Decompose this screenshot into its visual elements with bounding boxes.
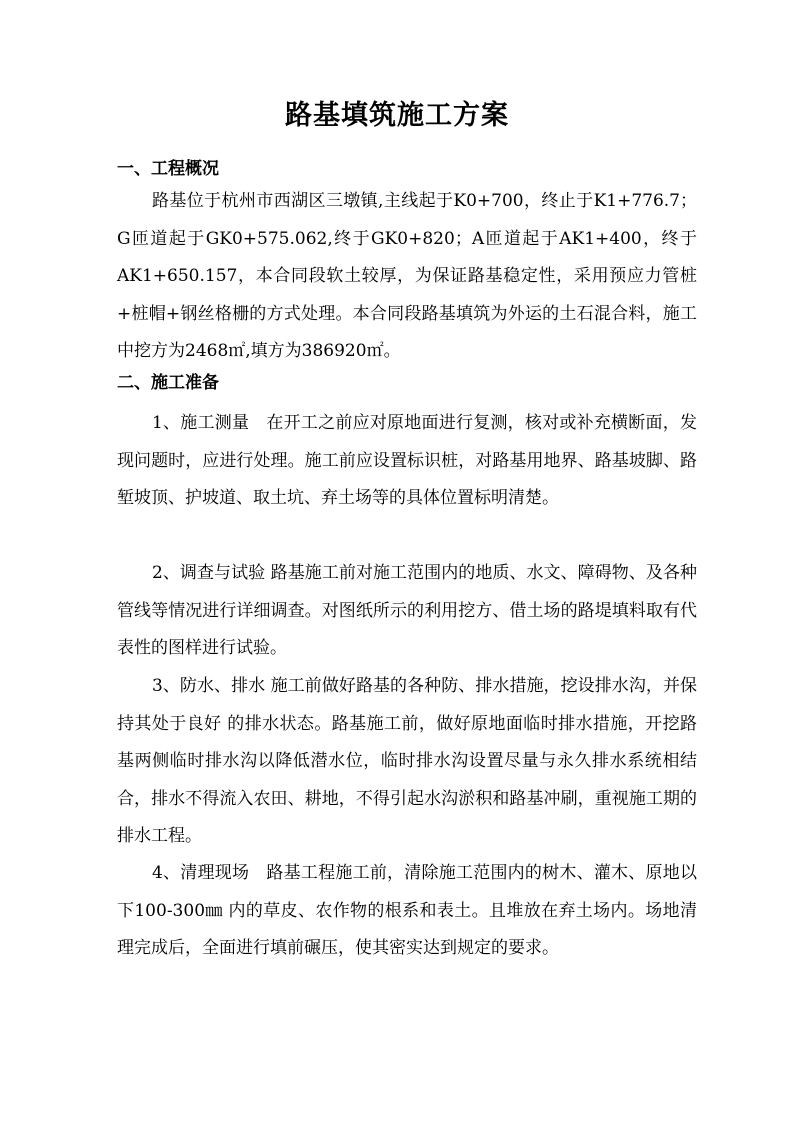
section-heading-preparation: 二、施工准备: [117, 373, 219, 393]
paragraph-drainage: 3、防水、排水 施工前做好路基的各种防、排水措施，挖设排水沟，并保持其处于良好 的排水状态。路基施工前，做好原地面临时排水措施，开挖路基两侧临时排水沟以降低潜水位，临时排水沟设置尽量与永久排水系统相结合，排水不得流入农田、耕地，不得引起水沟淤积和路基冲刷，重视施工期的排水工程。: [117, 676, 697, 847]
paragraph-survey: 1、施工测量 在开工之前应对原地面进行复测，核对或补充横断面，发现问题时，应进行处理。施工前应设置标识桩，对路基用地界、路基坡脚、路堑坡顶、护坡道、取土坑、弃土场等的具体位置标明清楚。: [117, 413, 697, 509]
section-heading-overview: 一、工程概况: [117, 159, 219, 179]
paragraph-investigation: 2、调查与试验 路基施工前对施工范围内的地质、水文、障碍物、及各种管线等情况进行详细调查。对图纸所示的利用挖方、借土场的路堤填料取有代表性的图样进行试验。: [117, 563, 697, 659]
document-title: 路基填筑施工方案: [285, 100, 509, 131]
paragraph-site-clearing: 4、清理现场 路基工程施工前，清除施工范围内的树木、灌木、原地以下100-300㎜ 内的草皮、农作物的根系和表土。且堆放在弃土场内。场地清理完成后，全面进行填前碾压，使其密实达到规定的要求。: [117, 863, 697, 959]
paragraph-overview: 路基位于杭州市西湖区三墩镇,主线起于K0+700，终止于K1+776.7；G匝道起于GK0+575.062,终于GK0+820；A匝道起于AK1+400，终于AK1+650.157，本合同段软土较厚，为保证路基稳定性，采用预应力管桩+桩帽+钢丝格栅的方式处理。本合同段路基填筑为外运的土石混合料，施工中挖方为2468㎡,填方为386920㎡。: [117, 191, 697, 362]
